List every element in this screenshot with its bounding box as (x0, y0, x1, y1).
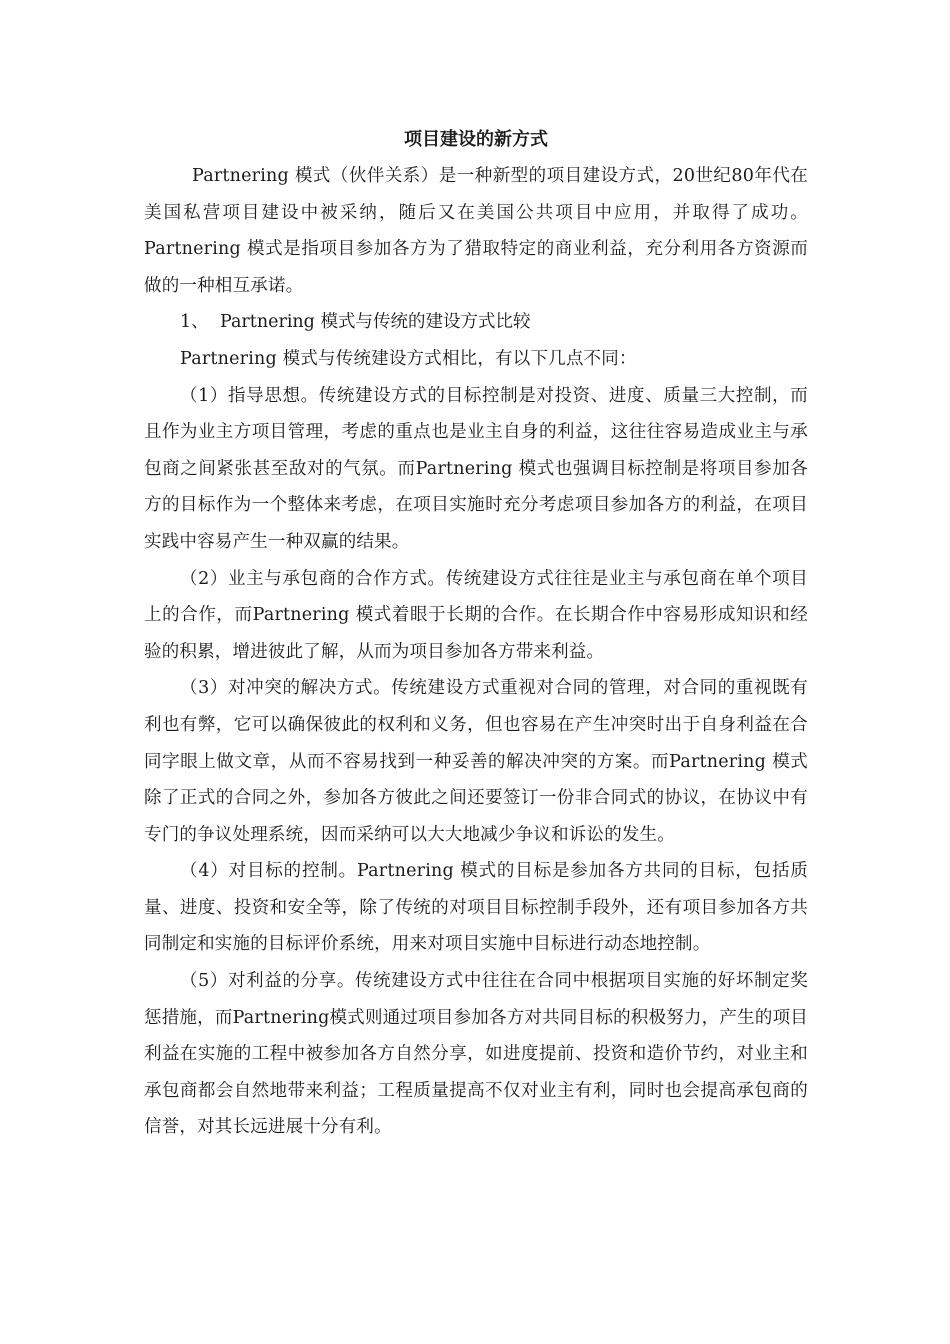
section-title: Partnering 模式与传统的建设方式比较 (220, 312, 531, 333)
point-3-paragraph: （3）对冲突的解决方式。传统建设方式重视对合同的管理，对合同的重视既有利也有弊，它可以确保彼此的权利和义务，但也容易在产生冲突时出于自身利益在合同字眼上做文章，从而不容易找到一种妥善的解决冲突的方案。而Partnering 模式除了正式的合同之外，参加各方彼此之间还要签订一份非合同式的协议，在协议中有专门的争议处理系统，因而采纳可以大大地减少争议和诉讼的发生。 (144, 678, 808, 845)
section-number: 1、 (180, 312, 209, 333)
section-lead-paragraph: Partnering 模式与传统建设方式相比，有以下几点不同： (180, 348, 637, 369)
document-title: 项目建设的新方式 (404, 129, 548, 150)
intro-paragraph: Partnering 模式（伙伴关系）是一种新型的项目建设方式，20世纪80年代在美国私营项目建设中被采纳，随后又在美国公共项目中应用，并取得了成功。Partnering 模式是指项目参加各方为了猎取特定的商业利益，充分利用各方资源而做的一种相互承诺。 (144, 166, 808, 296)
point-1-paragraph: （1）指导思想。传统建设方式的目标控制是对投资、进度、质量三大控制，而且作为业主方项目管理，考虑的重点也是业主自身的利益，这往往容易造成业主与承包商之间紧张甚至敌对的气氛。而Partnering 模式也强调目标控制是将项目参加各方的目标作为一个整体来考虑，在项目实施时充分考虑项目参加各方的利益，在项目实践中容易产生一种双赢的结果。 (144, 385, 808, 552)
point-2-paragraph: （2）业主与承包商的合作方式。传统建设方式往往是业主与承包商在单个项目上的合作，而Partnering 模式着眼于长期的合作。在长期合作中容易形成知识和经验的积累，增进彼此了解，从而为项目参加各方带来利益。 (144, 568, 808, 662)
document-body (144, 122, 808, 1146)
point-4-paragraph: （4）对目标的控制。Partnering 模式的目标是参加各方共同的目标，包括质量、进度、投资和安全等，除了传统的对项目目标控制手段外，还有项目参加各方共同制定和实施的目标评价系统，用来对项目实施中目标进行动态地控制。 (144, 861, 808, 955)
section-heading (144, 304, 808, 341)
point-5-paragraph: （5）对利益的分享。传统建设方式中往往在合同中根据项目实施的好坏制定奖惩措施，而Partnering模式则通过项目参加各方对共同目标的积极努力，产生的项目利益在实施的工程中被参加各方自然分享，如进度提前、投资和造价节约，对业主和承包商都会自然地带来利益；工程质量提高不仅对业主有利，同时也会提高承包商的信誉，对其长远进展十分有利。 (144, 971, 808, 1138)
